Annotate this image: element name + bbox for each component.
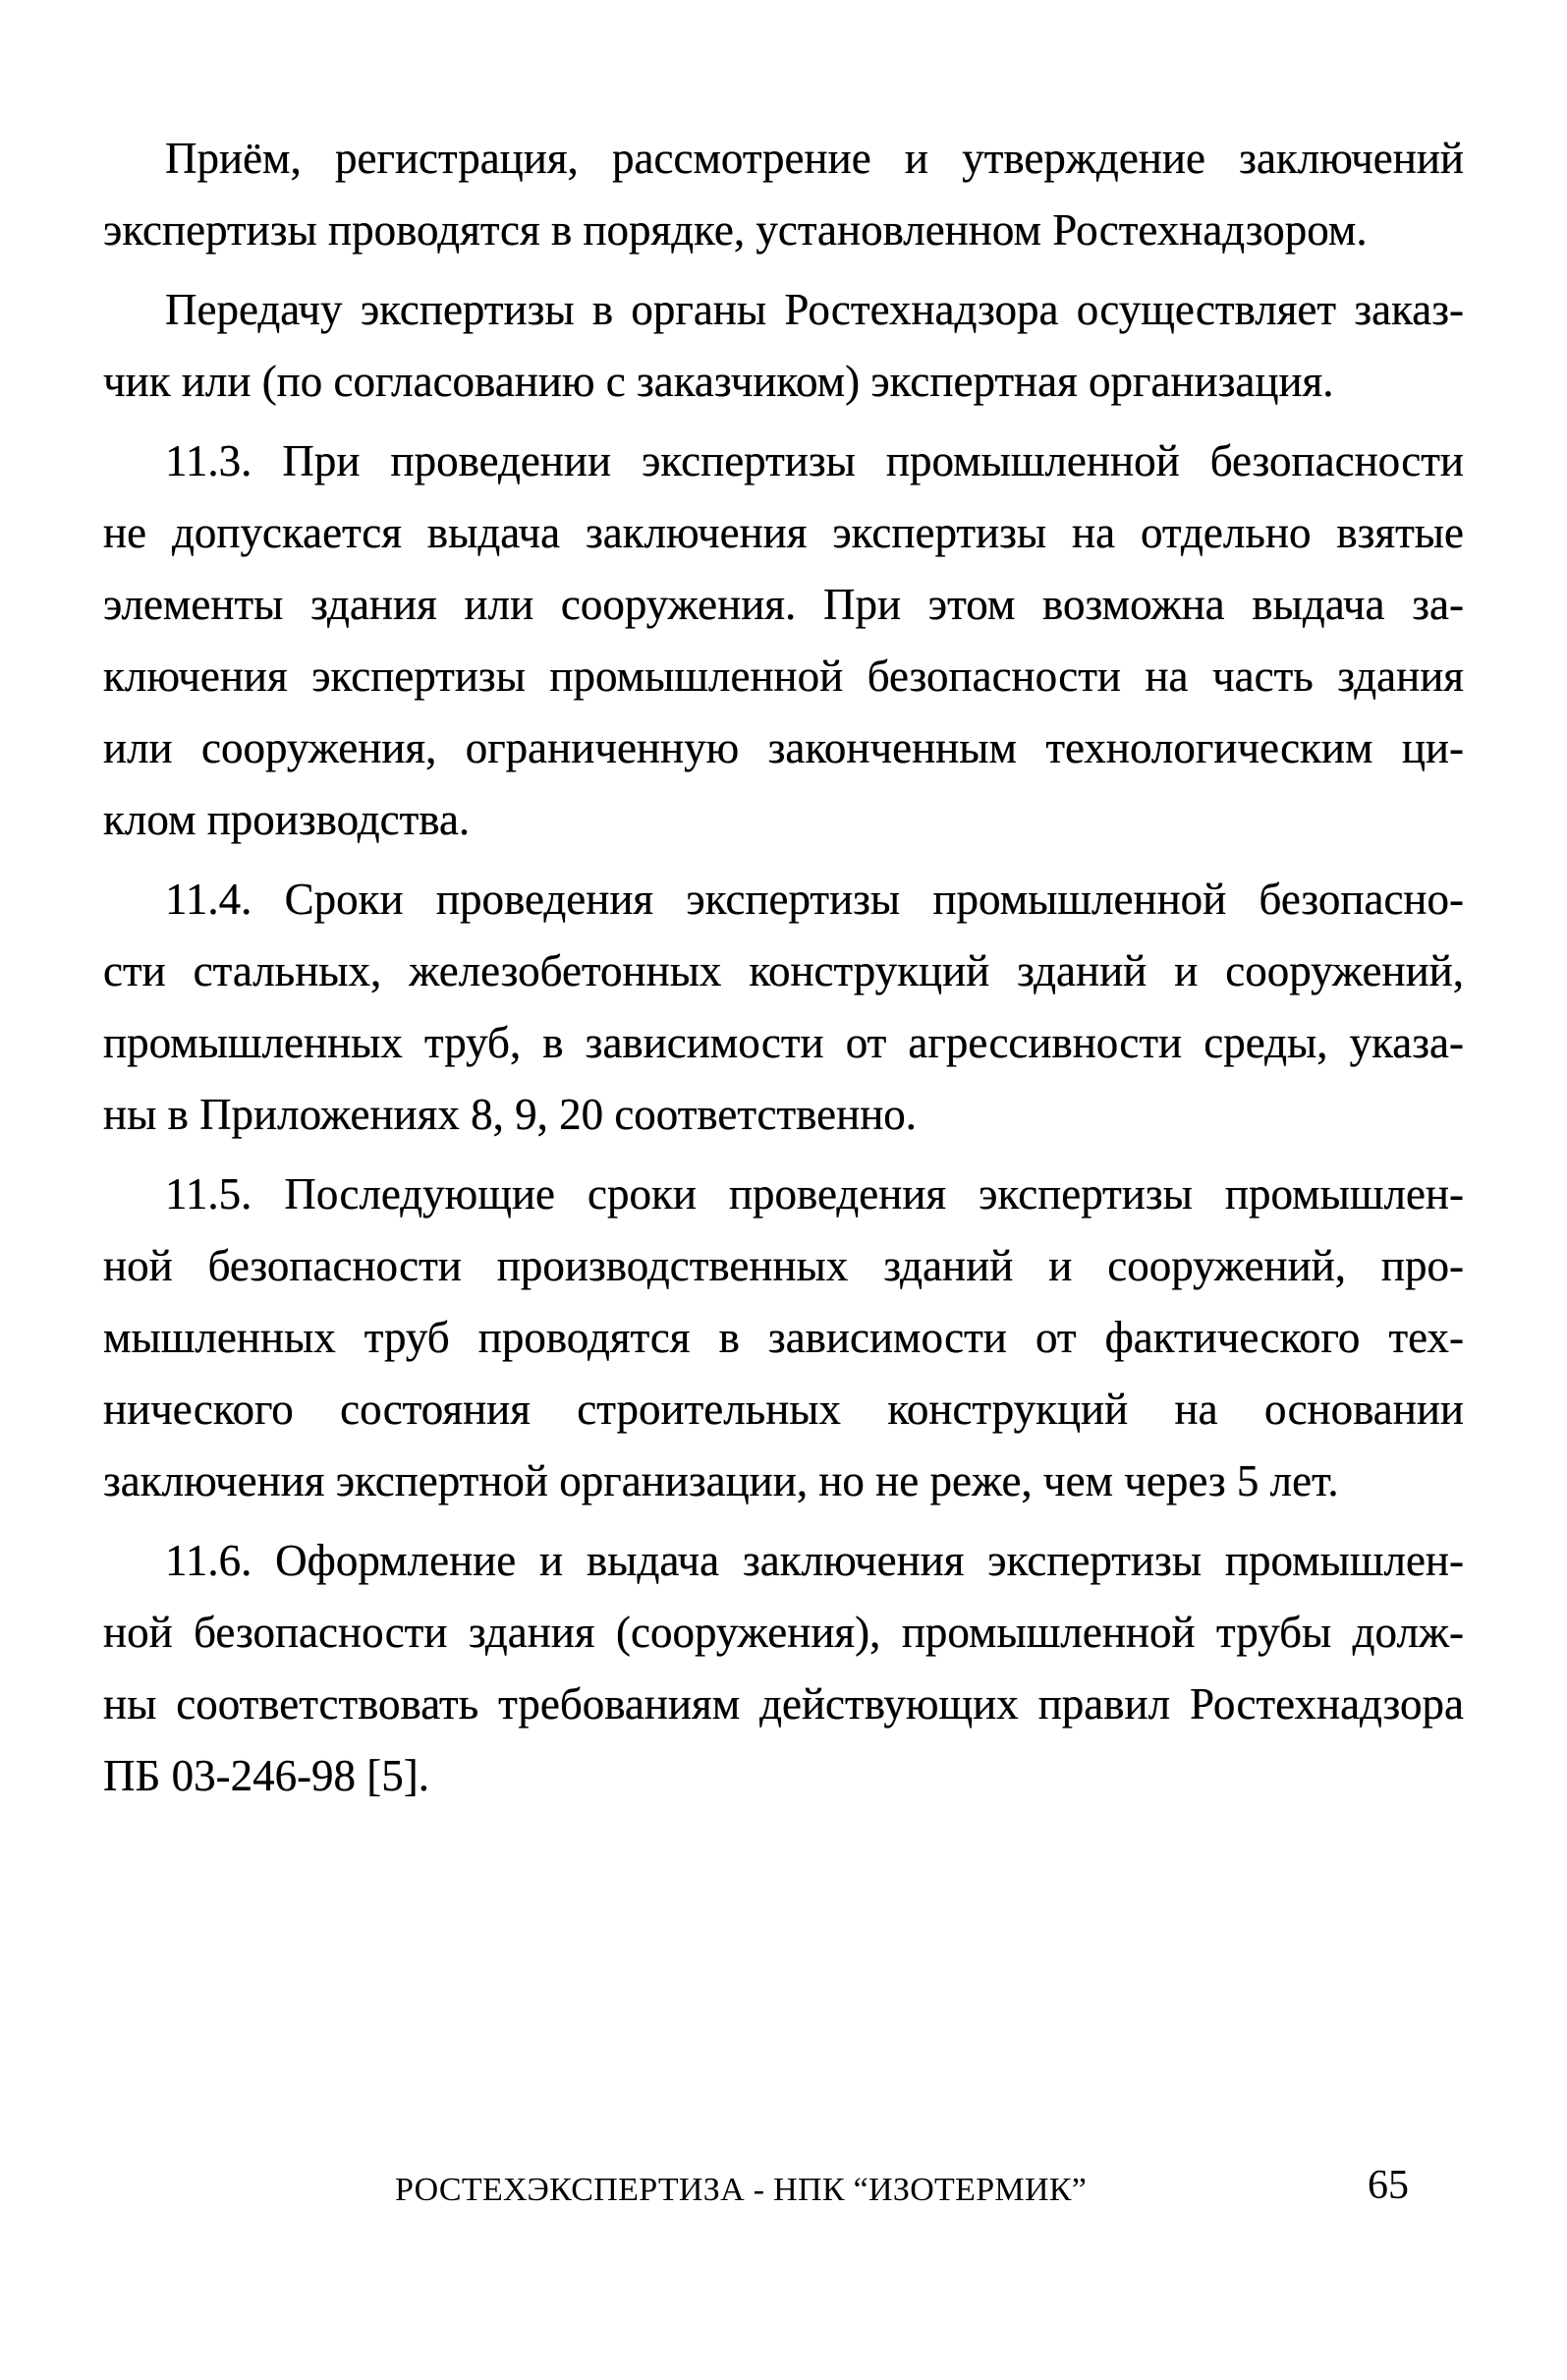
- page-number: 65: [1368, 2163, 1409, 2208]
- text-line: сти стальных, железобетонных конструкций зданий и сооружений,: [103, 946, 1464, 995]
- text-line: мышленных труб проводятся в зависимости от фактического тех-: [103, 1313, 1464, 1362]
- text-line: 11.5. Последующие сроки проведения экспертизы промышлен-: [165, 1169, 1464, 1218]
- text-line: 11.4. Сроки проведения экспертизы промышленной безопасно-: [165, 875, 1464, 924]
- text-line: 11.3. При проведении экспертизы промышленной безопасности: [165, 436, 1464, 485]
- text-line: экспертизы проводятся в порядке, установленном Ростехнадзором.: [103, 205, 1368, 255]
- text-line: промышленных труб, в зависимости от агрессивности среды, указа-: [103, 1018, 1464, 1067]
- paragraph-11-5: [103, 1159, 1464, 1517]
- text-line: не допускается выдача заключения экспертизы на отдельно взятые: [103, 508, 1464, 557]
- paragraph-transfer-to-rostekhnadzor: [103, 274, 1464, 418]
- text-line: клом производства.: [103, 795, 471, 844]
- text-line: ПБ 03-246-98 [5].: [103, 1751, 430, 1800]
- paragraph-11-6: [103, 1525, 1464, 1812]
- body-text: [103, 123, 1464, 1812]
- paragraph-11-4: [103, 864, 1464, 1151]
- text-line: Приём, регистрация, рассмотрение и утверждение заключений: [165, 134, 1464, 183]
- text-line: или сооружения, ограниченную законченным технологическим ци-: [103, 723, 1464, 772]
- text-line: заключения экспертной организации, но не реже, чем через 5 лет.: [103, 1456, 1339, 1505]
- text-line: ны соответствовать требованиям действующих правил Ростехнадзора: [103, 1679, 1464, 1728]
- running-footer-title: РОСТЕХЭКСПЕРТИЗА - НПК “ИЗОТЕРМИК”: [395, 2172, 1088, 2208]
- text-line: ной безопасности здания (сооружения), промышленной трубы долж-: [103, 1608, 1464, 1657]
- text-line: Передачу экспертизы в органы Ростехнадзора осуществляет заказ-: [165, 285, 1464, 334]
- text-line: чик или (по согласованию с заказчиком) экспертная организация.: [103, 357, 1334, 406]
- text-line: нического состояния строительных конструкций на основании: [103, 1385, 1464, 1434]
- text-line: 11.6. Оформление и выдача заключения экспертизы промышлен-: [165, 1536, 1464, 1585]
- paragraph-acceptance-procedure: [103, 123, 1464, 266]
- text-line: ной безопасности производственных зданий и сооружений, про-: [103, 1241, 1464, 1290]
- text-line: ны в Приложениях 8, 9, 20 соответственно.: [103, 1090, 918, 1139]
- paragraph-11-3: [103, 425, 1464, 856]
- text-line: ключения экспертизы промышленной безопасности на часть здания: [103, 652, 1464, 701]
- text-line: элементы здания или сооружения. При этом возможна выдача за-: [103, 580, 1464, 629]
